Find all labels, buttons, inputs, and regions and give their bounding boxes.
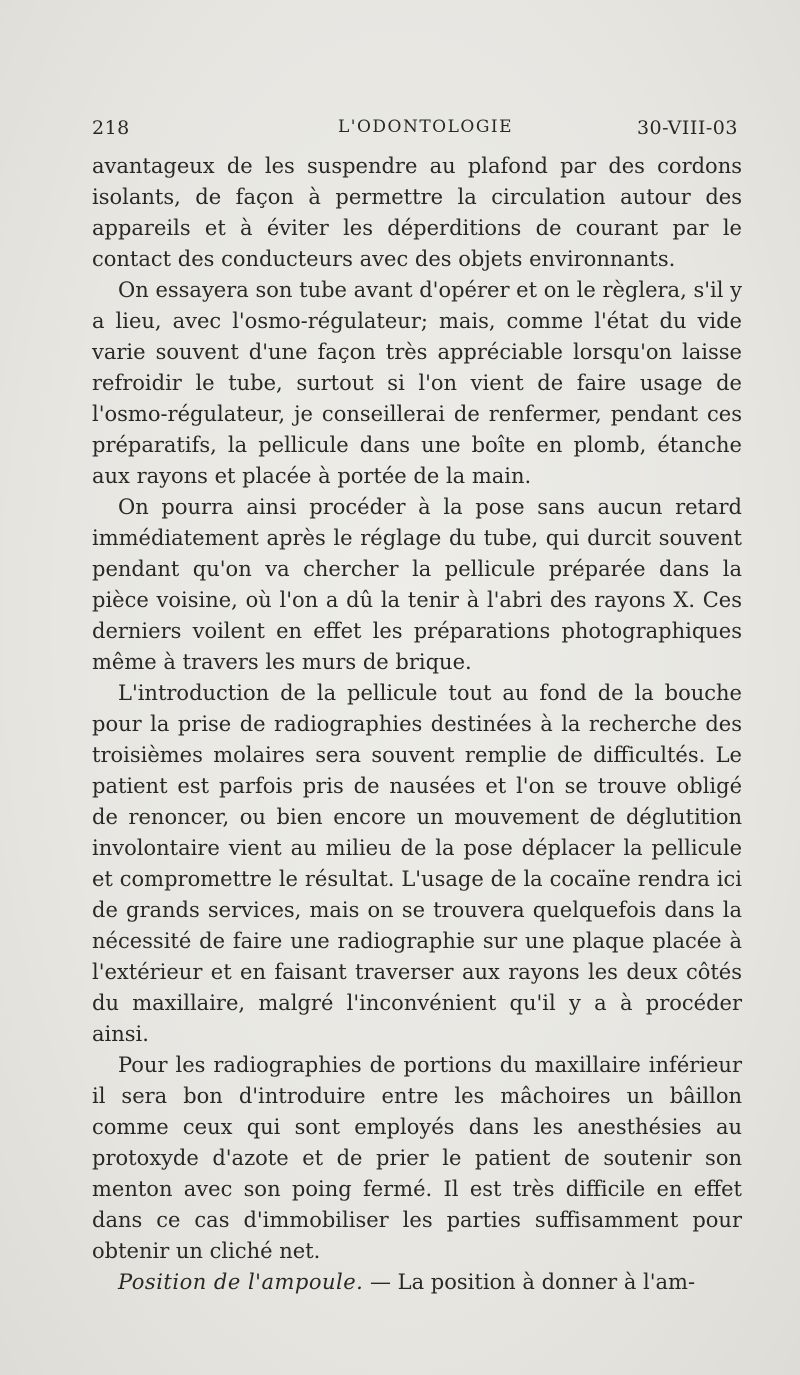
- section-text: — La position à donner à l'am-: [363, 1270, 696, 1294]
- running-header: [92, 117, 738, 147]
- body-text: [92, 151, 742, 1298]
- paragraph-continued: avantageux de les suspendre au plafond par des cordons isolants, de façon à permettre la circulation autour des appareils et à éviter les déperditions de courant par le contact des conducteurs avec des objets environnants.: [92, 154, 742, 271]
- running-title: L'ODONTOLOGIE: [338, 117, 514, 137]
- paragraph: L'introduction de la pellicule tout au fond de la bouche pour la prise de radiographies destinées à la recherche des troisièmes molaires sera souvent remplie de difficultés. Le patient est parfois pris de nausées et l'on se trouve obligé de renoncer, ou bien encore un mouvement de déglutition involontaire vient au milieu de la pose déplacer la pellicule et compromettre le résultat. L'usage de la cocaïne rendra ici de grands services, mais on se trouvera quelquefois dans la nécessité de faire une radiographie sur une plaque placée à l'extérieur et en faisant traverser aux rayons les deux côtés du maxillaire, malgré l'inconvénient qu'il y a à procéder ainsi.: [92, 681, 742, 1046]
- paragraph: Pour les radiographies de portions du maxillaire inférieur il sera bon d'introduire entre les mâchoires un bâillon comme ceux qui sont employés dans les anesthésies au protoxyde d'azote et de prier le patient de soutenir son menton avec son poing fermé. Il est très difficile en effet dans ce cas d'immobiliser les parties suffisamment pour obtenir un cliché net.: [92, 1053, 742, 1263]
- section-heading: Position de l'ampoule.: [118, 1270, 364, 1294]
- section-paragraph: [92, 1267, 742, 1298]
- page-number: 218: [92, 117, 130, 139]
- issue-date: 30-VIII-03: [636, 117, 738, 139]
- paragraph: On essayera son tube avant d'opérer et on le règlera, s'il y a lieu, avec l'osmo-régulateur; mais, comme l'état du vide varie souvent d'une façon très appréciable lorsqu'on laisse refroidir le tube, surtout si l'on vient de faire usage de l'osmo-régulateur, je conseillerai de renfermer, pendant ces préparatifs, la pellicule dans une boîte en plomb, étanche aux rayons et placée à portée de la main.: [92, 278, 742, 488]
- paragraph: On pourra ainsi procéder à la pose sans aucun retard immédiatement après le réglage du tube, qui durcit souvent pendant qu'on va chercher la pellicule préparée dans la pièce voisine, où l'on a dû la tenir à l'abri des rayons X. Ces derniers voilent en effet les préparations photographiques même à travers les murs de brique.: [92, 495, 742, 674]
